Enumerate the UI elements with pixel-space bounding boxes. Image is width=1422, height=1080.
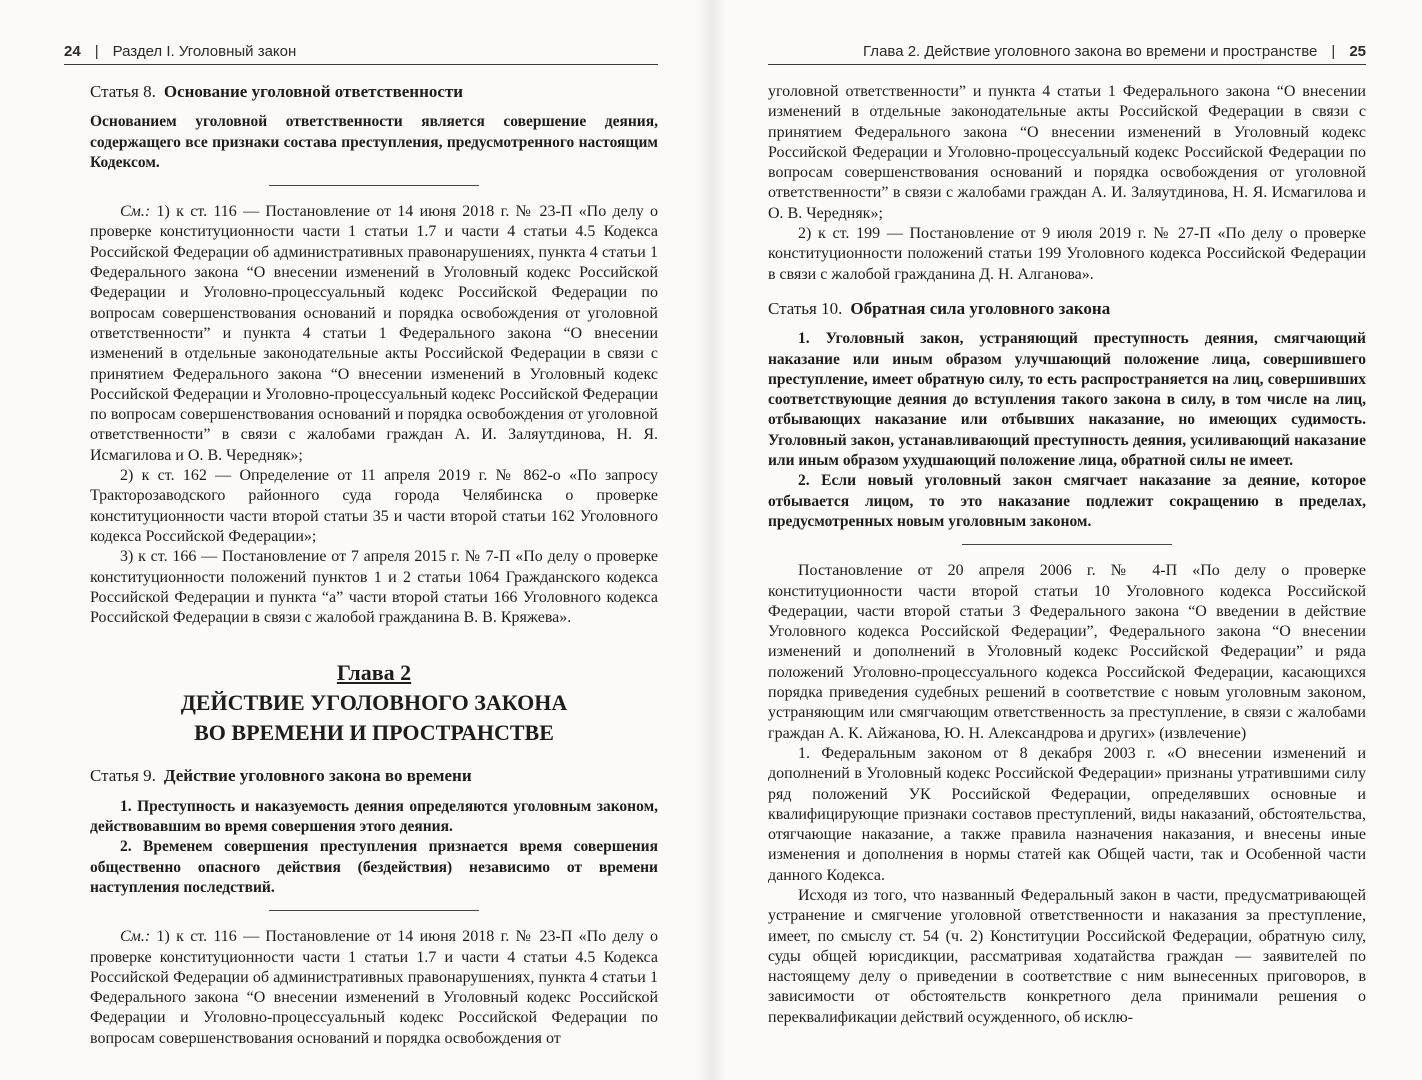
- ruling-title: Постановление от 20 апреля 2006 г. № 4-П «По делу о проверке конституционности части второй статьи 10 Уголовного кодекса Российской Федерации, части второй статьи 3 Федерального закона “О введении в действие Уголовного кодекса Российской Федерации”, Федерального закона “О внесении изменений и дополнений в Уголовный кодекс Российской Федерации” и ряда положений Уголовно-процессуального кодекса Российской Федерации, касающихся порядка приведения судебных решений в соответствие с новым уголовным законом, устраняющим или смягчающим ответственность за преступление, в связи с жалобами граждан А. К. Айжанова, Ю. Н. Александрова и других» (извлечение): [768, 562, 1366, 742]
- article-10-part-1: 1. Уголовный закон, устраняющий преступность деяния, смягчающий наказание или иным образом улучшающий положение лица, совершившего преступление, имеет обратную силу, то есть распространяется на лиц, совершивших соответствующие деяния до вступления такого закона в силу, в том числе на лиц, отбывающих наказание или отбывших наказание, но имеющих судимость. Уголовный закон, устанавливающий преступность деяния, усиливающий наказание или иным образом ухудшающий положение лица, обратной силы не имеет.: [768, 330, 1366, 470]
- book-gutter-shadow: [698, 0, 726, 1080]
- article-9-part-2: 2. Временем совершения преступления признается время совершения общественно опасного действия (бездействия) независимо от времени наступления последствий.: [90, 838, 658, 896]
- right-column: [768, 82, 1366, 1028]
- divider: [269, 910, 479, 911]
- header-separator: |: [1331, 43, 1336, 60]
- article-number: Статья 10.: [768, 298, 843, 318]
- section-header: Раздел I. Уголовный закон: [112, 43, 297, 60]
- ruling-paragraph: Исходя из того, что названный Федеральный закон в части, предусматривающей устранение и смягчение уголовной ответственности и наказания за преступление, имеет, по смыслу ст. 54 (ч. 2) Конституции Российской Федерации, обратную силу, суды общей юрисдикции, рассматривая ходатайства граждан — заявителей по настоящему делу о приведении в соответствие с ним вынесенных приговоров, в зависимости от обстоятельств конкретного дела принимали решения о переквалификации действий осужденного, об исклю-: [768, 886, 1366, 1026]
- reference-paragraph: 2) к ст. 162 — Определение от 11 апреля 2019 г. № 862-о «По запросу Тракторозаводского районного суда города Челябинска о проверке конституционности части второй статьи 35 и части второй статьи 162 Уголовного кодекса Российской Федерации»;: [90, 467, 658, 545]
- article-9-part-1: 1. Преступность и наказуемость деяния определяются уголовным законом, действовавшим во время совершения этого деяния.: [90, 797, 658, 836]
- right-running-head: [768, 40, 1366, 65]
- article-10-part-2: 2. Если новый уголовный закон смягчает наказание за деяние, которое отбывается лицом, то это наказание подлежит сокращению в пределах, предусмотренных новым уголовным законом.: [768, 472, 1366, 530]
- article-9-heading: [90, 766, 658, 786]
- left-running-head: [64, 40, 658, 65]
- header-separator: |: [94, 43, 99, 60]
- article-title: Действие уголовного закона во времени: [163, 766, 472, 786]
- chapter-title-line: ВО ВРЕМЕНИ И ПРОСТРАНСТВЕ: [194, 720, 554, 746]
- reference-text: 1) к ст. 116 — Постановление от 14 июня 2018 г. № 23-П «По делу о проверке конституционности части 1 статьи 1.7 и части 4 статьи 4.5 Кодекса Российской Федерации об административных правонарушениях, пункта 4 статьи 1 Федерального закона “О внесении изменений в Уголовный кодекс Российской Федерации и Уголовно-процессуальный кодекс Российской Федерации по вопросам совершенствования оснований и порядка освобождения от уголовной ответственности” и пункта 4 статьи 1 Федерального закона “О внесении изменений в отдельные законодательные акты Российской Федерации в связи с принятием Федерального закона “О внесении изменений в Уголовный кодекс Российской Федерации и Уголовно-процессуальный кодекс Российской Федерации по вопросам совершенствования оснований и порядка освобождения от уголовной ответственности” в связи с жалобами граждан А. И. Заляутдинова, Н. Я. Исмагилова и О. В. Чередняк»;: [90, 203, 659, 464]
- reference-text: 1) к ст. 116 — Постановление от 14 июня 2018 г. № 23-П «По делу о проверке конституционности части 1 статьи 1.7 и части 4 статьи 4.5 Кодекса Российской Федерации об административных правонарушениях, пункта 4 статьи 1 Федерального закона “О внесении изменений в Уголовный кодекс Российской Федерации и Уголовно-процессуальный кодекс Российской Федерации по вопросам совершенствования оснований и порядка освобождения от: [90, 928, 659, 1047]
- see-label: См.:: [120, 928, 151, 946]
- left-column: [90, 82, 658, 1049]
- ruling-paragraph: 1. Федеральным законом от 8 декабря 2003 г. «О внесении изменений и дополнений в Уголовный кодекс Российской Федерации» признаны утратившими силу ряд положений УК Российской Федерации, определявших основные и квалифицирующие признаки составов преступлений, виды наказаний, обстоятельства, отягчающие наказание, а также правила назначения наказания, и внесены иные изменения и дополнения в нормы статей как Общей части, так и Особенной части данного Кодекса.: [768, 744, 1366, 884]
- article-8-body: Основанием уголовной ответственности является совершение деяния, содержащего все признаки состава преступления, предусмотренного настоящим Кодексом.: [90, 113, 658, 171]
- reference-paragraph: 3) к ст. 166 — Постановление от 7 апреля 2015 г. № 7-П «По делу о проверке конституционности положений пунктов 1 и 2 статьи 1064 Гражданского кодекса Российской Федерации и пункта “а” части второй статьи 166 Уголовного кодекса Российской Федерации в связи с жалобой гражданина В. В. Кряжева».: [90, 548, 658, 627]
- article-title: Обратная сила уголовного закона: [850, 298, 1111, 318]
- chapter-header: Глава 2. Действие уголовного закона во времени и пространстве: [863, 43, 1318, 60]
- reference-paragraph: [90, 927, 658, 1049]
- article-number: Статья 8.: [90, 82, 156, 101]
- spacer: [768, 285, 1366, 299]
- reference-continuation: уголовной ответственности” и пункта 4 статьи 1 Федерального закона “О внесении изменений в отдельные законодательные акты Российской Федерации в связи с принятием Федерального закона “О внесении изменений в Уголовный кодекс Российской Федерации и Уголовно-процессуальный кодекс Российской Федерации по вопросам совершенствования оснований и порядка освобождения от уголовной ответственности” в связи с жалобами граждан А. И. Заляутдинова, Н. Я. Исмагилова и О. В. Чередняк»;: [768, 83, 1366, 222]
- page-number: 25: [1349, 43, 1366, 60]
- chapter-title-line: ДЕЙСТВИЕ УГОЛОВНОГО ЗАКОНА: [180, 690, 568, 716]
- divider: [269, 185, 479, 186]
- page-number: 24: [64, 43, 81, 60]
- reference-paragraph: 2) к ст. 199 — Постановление от 9 июля 2019 г. № 27-П «По делу о проверке конституционности положений статьи 199 Уголовного кодекса Российской Федерации в связи с жалобой гражданина Д. Н. Алганова».: [768, 225, 1366, 283]
- see-label: См.:: [120, 203, 151, 221]
- divider: [962, 544, 1172, 545]
- reference-paragraph: [90, 202, 658, 466]
- article-title: Основание уголовной ответственности: [163, 82, 464, 101]
- right-page: [712, 0, 1422, 1080]
- article-8-heading: [90, 82, 658, 102]
- chapter-heading: [90, 658, 658, 748]
- article-10-heading: [768, 299, 1366, 319]
- chapter-number: Глава 2: [336, 660, 412, 686]
- article-number: Статья 9.: [90, 766, 156, 786]
